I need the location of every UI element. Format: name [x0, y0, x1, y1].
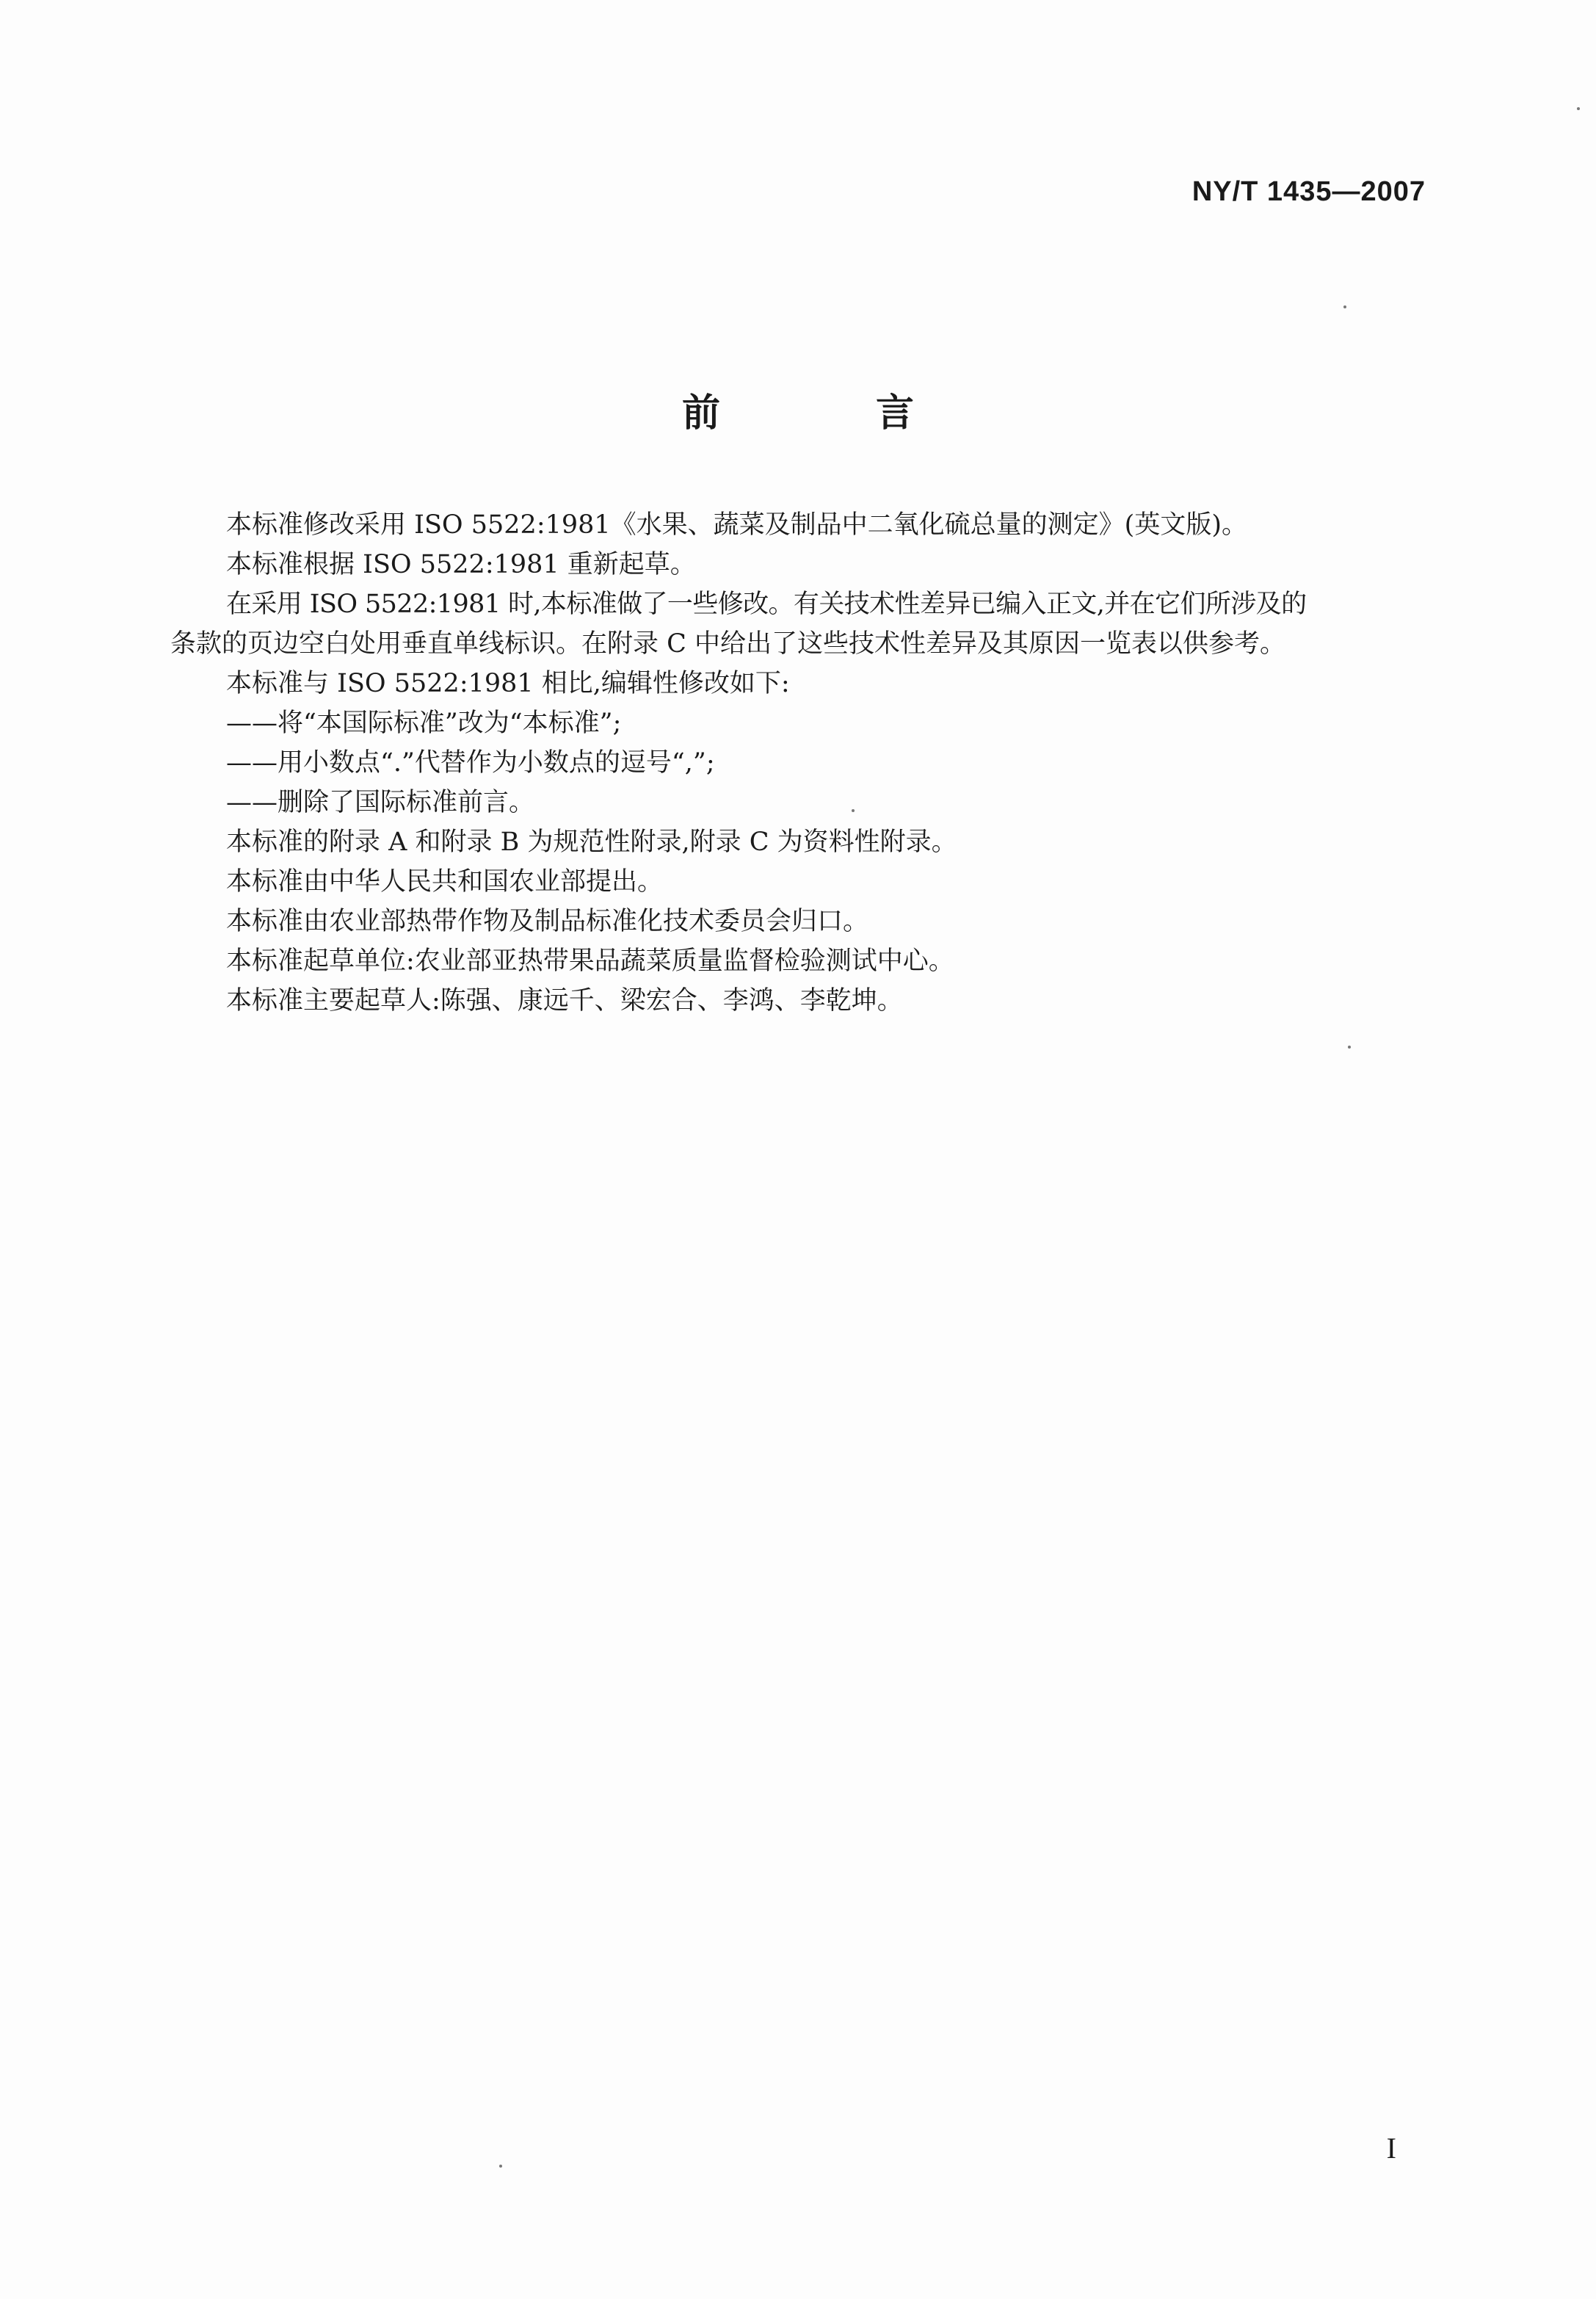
scan-speck [1343, 305, 1346, 308]
list-item-editorial-2: ——用小数点“.”代替作为小数点的逗号“,”; [226, 748, 715, 778]
scan-speck [852, 809, 855, 812]
scan-speck [499, 2165, 502, 2168]
paragraph-drafters: 本标准主要起草人:陈强、康远千、梁宏合、李鸿、李乾坤。 [226, 986, 903, 1015]
page-number: I [1386, 2132, 1396, 2165]
paragraph-adoption: 本标准修改采用 ISO 5522:1981《水果、蔬菜及制品中二氧化硫总量的测定》(英文版)。 [226, 510, 1247, 540]
list-item-editorial-3: ——删除了国际标准前言。 [226, 788, 535, 817]
standard-code: NY/T 1435—2007 [1191, 176, 1426, 207]
paragraph-technical-committee: 本标准由农业部热带作物及制品标准化技术委员会归口。 [226, 907, 869, 936]
paragraph-annexes: 本标准的附录 A 和附录 B 为规范性附录,附录 C 为资料性附录。 [226, 828, 957, 857]
scan-speck [1348, 1046, 1351, 1049]
page-title: 前 言 [681, 391, 973, 435]
scan-speck [1577, 107, 1580, 110]
paragraph-redrafted: 本标准根据 ISO 5522:1981 重新起草。 [226, 550, 696, 579]
paragraph-technical-differences: 在采用 ISO 5522:1981 时,本标准做了一些修改。有关技术性差异已编入正文,并在它们所涉及的 [226, 590, 1307, 619]
paragraph-editorial-changes: 本标准与 ISO 5522:1981 相比,编辑性修改如下: [226, 669, 790, 698]
foreword-body [170, 505, 1430, 1021]
paragraph-proposed-by: 本标准由中华人民共和国农业部提出。 [226, 867, 664, 897]
list-item-editorial-1: ——将“本国际标准”改为“本标准”; [226, 709, 622, 738]
paragraph-drafting-unit: 本标准起草单位:农业部亚热带果品蔬菜质量监督检验测试中心。 [226, 946, 954, 976]
paragraph-technical-differences-cont: 条款的页边空白处用垂直单线标识。在附录 C 中给出了这些技术性差异及其原因一览表以供参考。 [170, 629, 1286, 659]
